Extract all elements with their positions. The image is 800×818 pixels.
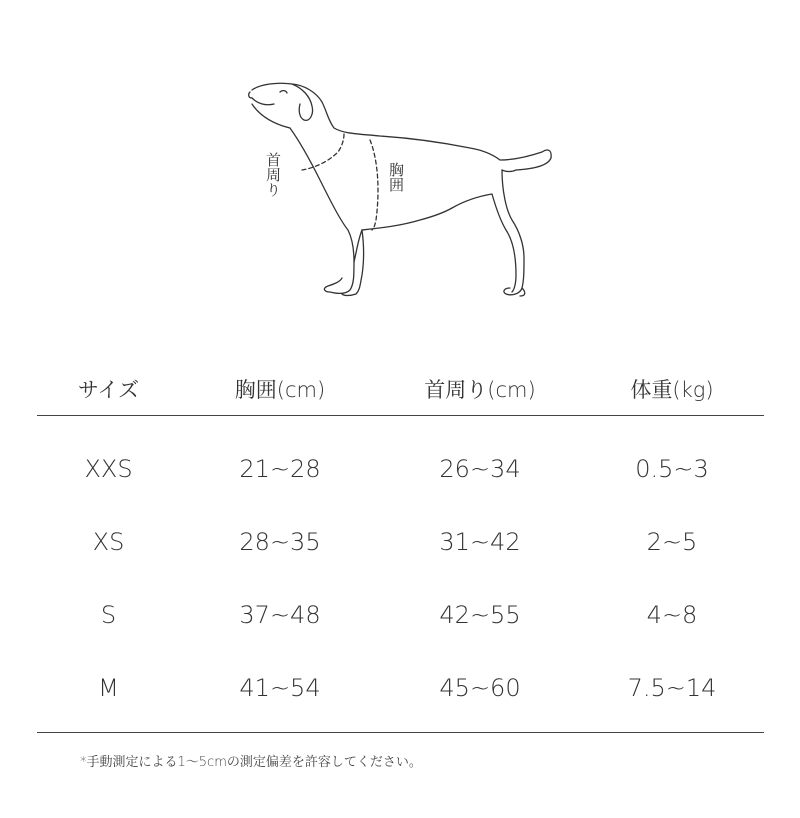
chest-cell: 41~54 xyxy=(180,651,380,733)
weight-cell: 7.5~14 xyxy=(580,651,764,733)
header-size: サイズ xyxy=(37,362,180,416)
weight-cell: 4~8 xyxy=(646,600,698,629)
chest-cell: 37~48 xyxy=(239,600,321,629)
size-cell: XXS xyxy=(84,454,133,483)
table-row xyxy=(37,651,764,733)
size-chart-table xyxy=(37,362,764,733)
table-header-row xyxy=(37,362,764,416)
weight-cell: 0.5~3 xyxy=(635,454,709,483)
size-cell: XS xyxy=(92,527,125,556)
neck-label: 首周り xyxy=(264,152,282,197)
chest-label: 胸囲 xyxy=(387,162,405,192)
neck-cell: 45~60 xyxy=(380,651,580,733)
chest-cell: 21~28 xyxy=(239,454,321,483)
size-cell: M xyxy=(37,651,180,733)
chest-cell: 28~35 xyxy=(239,527,321,556)
header-neck: 首周り(cm) xyxy=(380,362,580,416)
neck-cell: 42~55 xyxy=(439,600,521,629)
neck-cell: 31~42 xyxy=(439,527,521,556)
neck-cell: 26~34 xyxy=(439,454,521,483)
header-chest: 胸囲(cm) xyxy=(180,362,380,416)
table-row xyxy=(37,505,764,578)
header-weight: 体重(kg) xyxy=(580,362,764,416)
measurement-note: *手動測定による1～5cmの測定偏差を許容してください。 xyxy=(80,755,422,770)
table-row xyxy=(37,578,764,651)
weight-cell: 2~5 xyxy=(646,527,698,556)
size-cell: S xyxy=(100,600,117,629)
table-row xyxy=(37,416,764,506)
